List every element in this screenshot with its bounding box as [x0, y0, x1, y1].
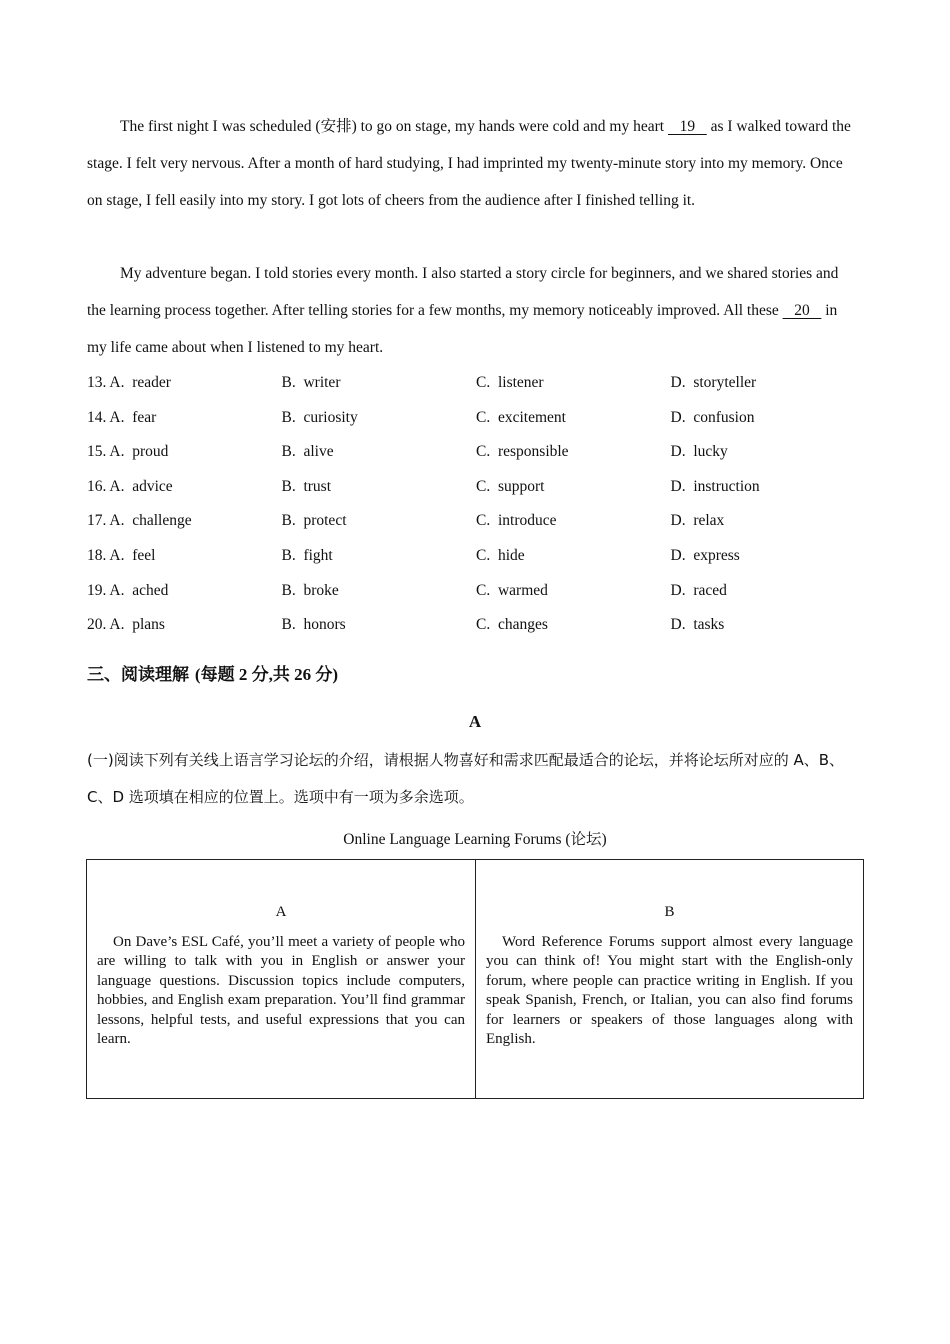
forum-cell-text: Word Reference Forums support almost every language you can think of! You might start with the English-only forum, where people can practice writing in English. If you speak Spanish, French, or Italian, you can also find forums for learners or speakers of those languages along with English.: [486, 934, 853, 1048]
option-letter: B.: [281, 443, 296, 461]
option-letter: D.: [670, 408, 686, 426]
option-letter: C.: [476, 443, 491, 461]
option-letter: D.: [670, 443, 686, 461]
blank-20: 20: [782, 302, 822, 319]
option-a: reader: [132, 374, 171, 391]
option-row: [87, 574, 867, 609]
option-b: alive: [303, 443, 334, 461]
option-letter: C.: [476, 581, 491, 599]
question-number: 20. A.: [87, 616, 125, 634]
option-d: tasks: [693, 616, 725, 634]
option-letter: C.: [476, 616, 491, 634]
option-letter: B.: [281, 477, 296, 495]
option-d: raced: [693, 581, 727, 599]
option-letter: C.: [476, 512, 491, 530]
option-d: express: [693, 546, 740, 564]
forum-cell-label: B: [664, 904, 675, 920]
forum-cell-text: On Dave’s ESL Café, you’ll meet a variety of people who are willing to talk with you in English or answer your language questions. Discussion topics include computers, hobbies, and English exam preparation. You’ll find grammar lessons, helpful tests, and useful expressions that you can learn.: [97, 934, 465, 1048]
option-letter: D.: [670, 477, 686, 495]
option-d: storyteller: [693, 374, 757, 391]
option-b: broke: [303, 581, 339, 599]
option-a: fear: [132, 408, 157, 426]
table-title: Online Language Learning Forums (论坛): [343, 831, 607, 848]
forum-cell-label: A: [275, 904, 287, 920]
question-number: 14. A.: [87, 408, 125, 426]
option-letter: D.: [670, 616, 686, 634]
option-letter: D.: [670, 374, 686, 391]
passage-paragraph-1: [87, 108, 857, 219]
option-b: protect: [303, 512, 347, 530]
paragraph-2-text-after: in my life came about when I listened to my heart.: [87, 302, 838, 356]
option-c: excitement: [497, 408, 566, 426]
question-number: 16. A.: [87, 477, 125, 495]
option-letter: B.: [281, 616, 296, 634]
option-letter: C.: [476, 374, 491, 391]
option-b: honors: [303, 616, 346, 634]
option-row: [87, 470, 867, 505]
option-row: [87, 401, 867, 436]
question-number: 13. A.: [87, 374, 125, 391]
option-letter: C.: [476, 477, 491, 495]
option-c: listener: [497, 374, 544, 391]
option-c: changes: [497, 616, 548, 634]
option-a: challenge: [132, 512, 192, 530]
option-letter: C.: [476, 546, 491, 564]
option-a: advice: [132, 477, 173, 495]
option-b: fight: [303, 546, 333, 564]
option-letter: B.: [281, 374, 296, 391]
option-b: writer: [303, 374, 341, 391]
blank-19: 19: [667, 118, 707, 135]
option-a: feel: [132, 546, 156, 564]
option-c: introduce: [497, 512, 557, 530]
question-number: 17. A.: [87, 512, 125, 530]
option-c: responsible: [497, 443, 569, 461]
question-number: 18. A.: [87, 546, 125, 564]
option-b: trust: [303, 477, 332, 495]
option-b: curiosity: [303, 408, 358, 426]
part-label: A: [468, 712, 482, 731]
option-row: [87, 435, 867, 470]
option-c: warmed: [497, 581, 548, 599]
option-letter: D.: [670, 512, 686, 530]
option-a: proud: [132, 443, 169, 461]
question-number: 19. A.: [87, 581, 125, 599]
option-letter: B.: [281, 581, 296, 599]
part-instruction: (一)阅读下列有关线上语言学习论坛的介绍，请根据人物喜好和需求匹配最适合的论坛，并将论坛所对应的 A、B、C、D 选项填在相应的位置上。选项中有一项为多余选项。: [87, 751, 845, 806]
section-score-note: (每题 2 分,共 26 分): [194, 665, 338, 684]
option-letter: B.: [281, 408, 296, 426]
option-d: instruction: [693, 477, 760, 495]
option-row: [87, 539, 867, 574]
option-c: hide: [497, 546, 525, 564]
paragraph-1-text-after: as I walked toward the stage. I felt very nervous. After a month of hard studying, I had imprinted my twenty-minute story into my memory. Once on stage, I fell easily into my story. I got lots of cheers from the audience after I finished telling it.: [87, 118, 851, 209]
paragraph-2-text-before: My adventure began. I told stories every month. I also started a story circle for beginners, and we shared stories and the learning process together. After telling stories for a few months, my memory noticeably improved. All these: [87, 265, 839, 319]
passage-paragraph-2: [87, 255, 857, 366]
option-c: support: [497, 477, 545, 495]
forum-table: [86, 859, 864, 1099]
option-d: lucky: [693, 443, 728, 461]
option-letter: B.: [281, 512, 296, 530]
option-letter: B.: [281, 546, 296, 564]
option-row: [87, 366, 867, 401]
paragraph-1-text-before: The first night I was scheduled (安排) to go on stage, my hands were cold and my heart: [120, 118, 668, 135]
option-row: [87, 608, 867, 643]
option-a: ached: [132, 581, 169, 599]
option-d: confusion: [693, 408, 755, 426]
forum-cell-a: [87, 860, 475, 1098]
option-letter: D.: [670, 546, 686, 564]
option-d: relax: [693, 512, 725, 530]
question-number: 15. A.: [87, 443, 125, 461]
section-title-text: 三、阅读理解: [87, 665, 189, 685]
option-row: [87, 504, 867, 539]
option-letter: D.: [670, 581, 686, 599]
option-letter: C.: [476, 408, 491, 426]
answer-options: [87, 366, 867, 643]
section-heading: [87, 660, 338, 685]
forum-cell-b: [475, 860, 863, 1098]
option-a: plans: [132, 616, 165, 634]
